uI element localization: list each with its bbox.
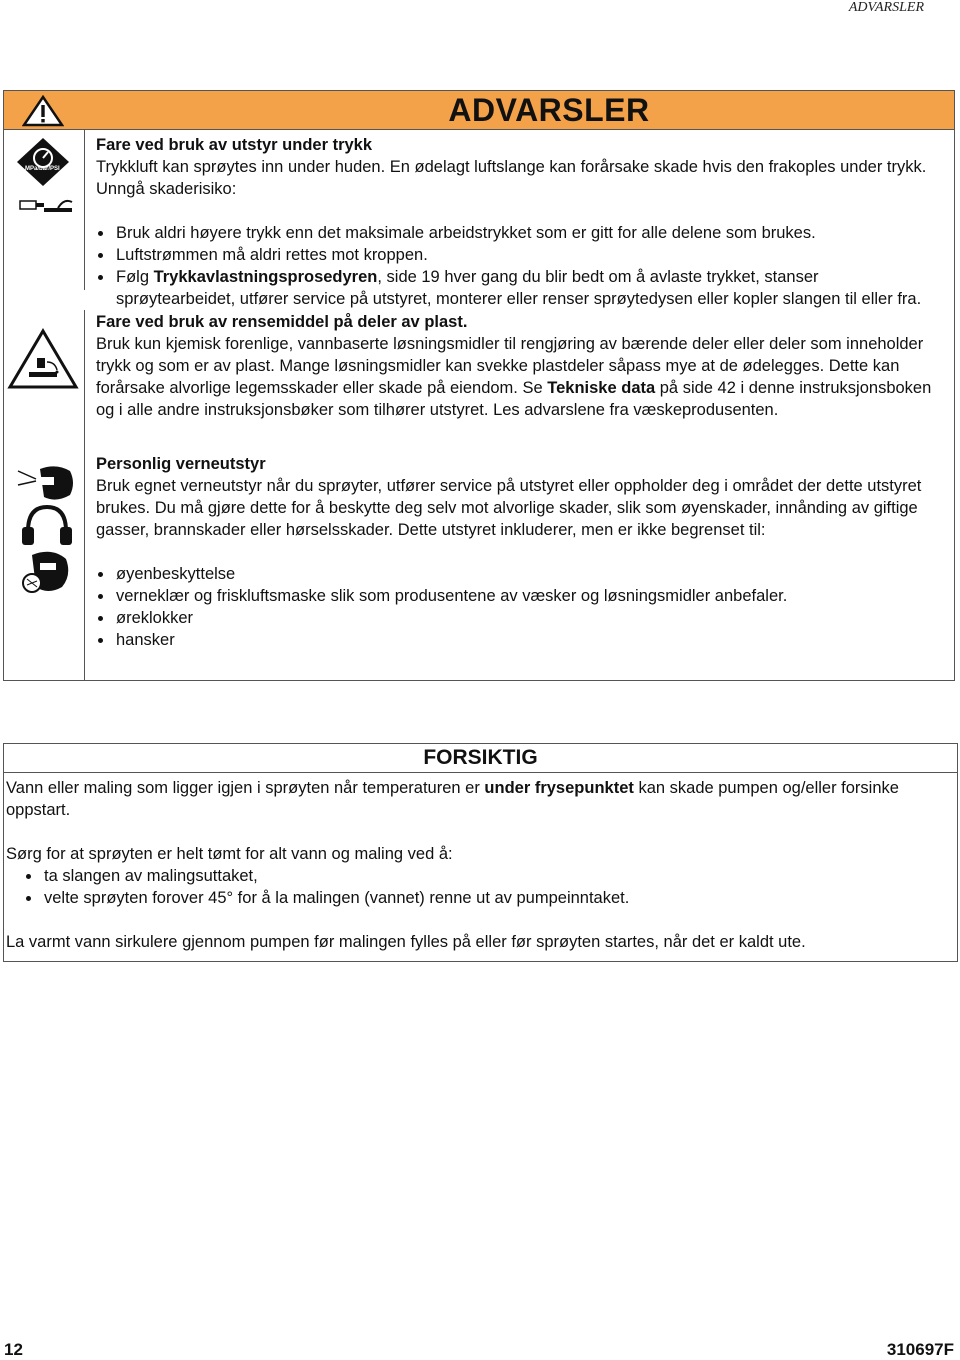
caution-title: FORSIKTIG	[4, 744, 957, 773]
ear-protection-icon	[20, 503, 74, 552]
freezing-emphasis: under frysepunktet	[484, 779, 634, 797]
procedure-reference: Trykkavlastningsprosedyren	[153, 268, 378, 286]
list-item: Bruk aldri høyere trykk enn det maksimale arbeidstrykket som er gitt for alle delene som brukes.	[96, 222, 938, 244]
document-number: 310697F	[886, 1340, 954, 1359]
warnings-table	[3, 90, 955, 681]
caution-box	[3, 743, 958, 962]
hazard-row-solvent	[4, 310, 954, 453]
caution-paragraph-1: Vann eller maling som ligger igjen i sprøyten når temperaturen er under frysepunktet kan skade pumpen og/eller forsinke oppstart.	[6, 779, 899, 819]
pressure-hazard-intro: Trykkluft kan sprøytes inn under huden. En ødelagt luftslange kan forårsake skade hvis den frakoples under trykk. Unngå skaderisiko:	[96, 158, 927, 198]
warnings-header	[4, 91, 954, 130]
chemical-hazard-icon	[7, 328, 79, 395]
pressure-gauge-icon	[15, 136, 71, 193]
list-item: Følg Trykkavlastningsprosedyren, side 19 hver gang du blir bedt om å avlaste trykket, stanser sprøytearbeidet, utfører service på utstyret, monterer eller renser sprøytedysen eller kopler slangen til eller fra.	[96, 266, 938, 310]
list-item: Luftstrømmen må aldri rettes mot kroppen.	[96, 244, 938, 266]
page-number: 12	[4, 1340, 23, 1359]
caution-paragraph-2: Sørg for at sprøyten er helt tømt for alt vann og maling ved å:	[6, 845, 453, 863]
ppe-bullet-list	[96, 563, 938, 651]
list-item: verneklær og friskluftsmaske slik som produsentene av væsker og løsningsmidler anbefaler.	[96, 585, 938, 607]
running-head: ADVARSLER	[848, 0, 924, 15]
solvent-hazard-title: Fare ved bruk av rensemiddel på deler av plast.	[96, 313, 468, 331]
technical-data-reference: Tekniske data	[547, 379, 656, 397]
list-item: hansker	[96, 629, 938, 651]
pressure-hazard-title: Fare ved bruk av utstyr under trykk	[96, 136, 373, 154]
list-item: velte sprøyten forover 45° for å la malingen (vannet) renne ut av pumpeinntaket.	[24, 887, 953, 909]
pressure-bullet-list	[96, 222, 938, 310]
hazard-row-pressure	[4, 130, 954, 310]
hazard-row-ppe	[4, 453, 954, 680]
list-item: øyenbeskyttelse	[96, 563, 938, 585]
face-shield-icon	[16, 463, 76, 508]
respirator-mask-icon	[18, 549, 74, 600]
ppe-title: Personlig verneutstyr	[96, 455, 266, 473]
list-item: ta slangen av malingsuttaket,	[24, 865, 953, 887]
caution-list	[6, 865, 953, 909]
list-item: øreklokker	[96, 607, 938, 629]
ppe-text: Bruk egnet verneutstyr når du sprøyter, utfører service på utstyret eller oppholder deg i området der dette utstyret brukes. Du må gjøre dette for å beskytte deg selv mot alvorlige skader, slik som øyenskader, innånding av giftige gasser, brannskader eller hørselsskader. Dette utstyret inkluderer, men er ikke begrenset til:	[96, 477, 922, 539]
caution-paragraph-3: La varmt vann sirkulere gjennom pumpen før malingen fylles på eller før sprøyten startes, når det er kaldt ute.	[6, 933, 806, 951]
warnings-title: ADVARSLER	[448, 92, 650, 128]
air-hose-icon	[18, 194, 74, 221]
pressure-icon-label: MPa/bar/PSI	[25, 166, 60, 172]
solvent-hazard-text: Bruk kun kjemisk forenlige, vannbaserte løsningsmidler til rengjøring av bærende deler eller deler som inneholder trykk og som er av plast. Mange løsningsmidler kan svekke plastdeler såpass mye at de ødelegges. Dette kan forårsake alvorlige legemsskader eller skade på eiendom. Se Tekniske data på side 42 i denne instruksjonsboken og i alle andre instruksjonsbøker som tilhører utstyret. Les advarslene fra væskeprodusenten.	[96, 335, 932, 419]
